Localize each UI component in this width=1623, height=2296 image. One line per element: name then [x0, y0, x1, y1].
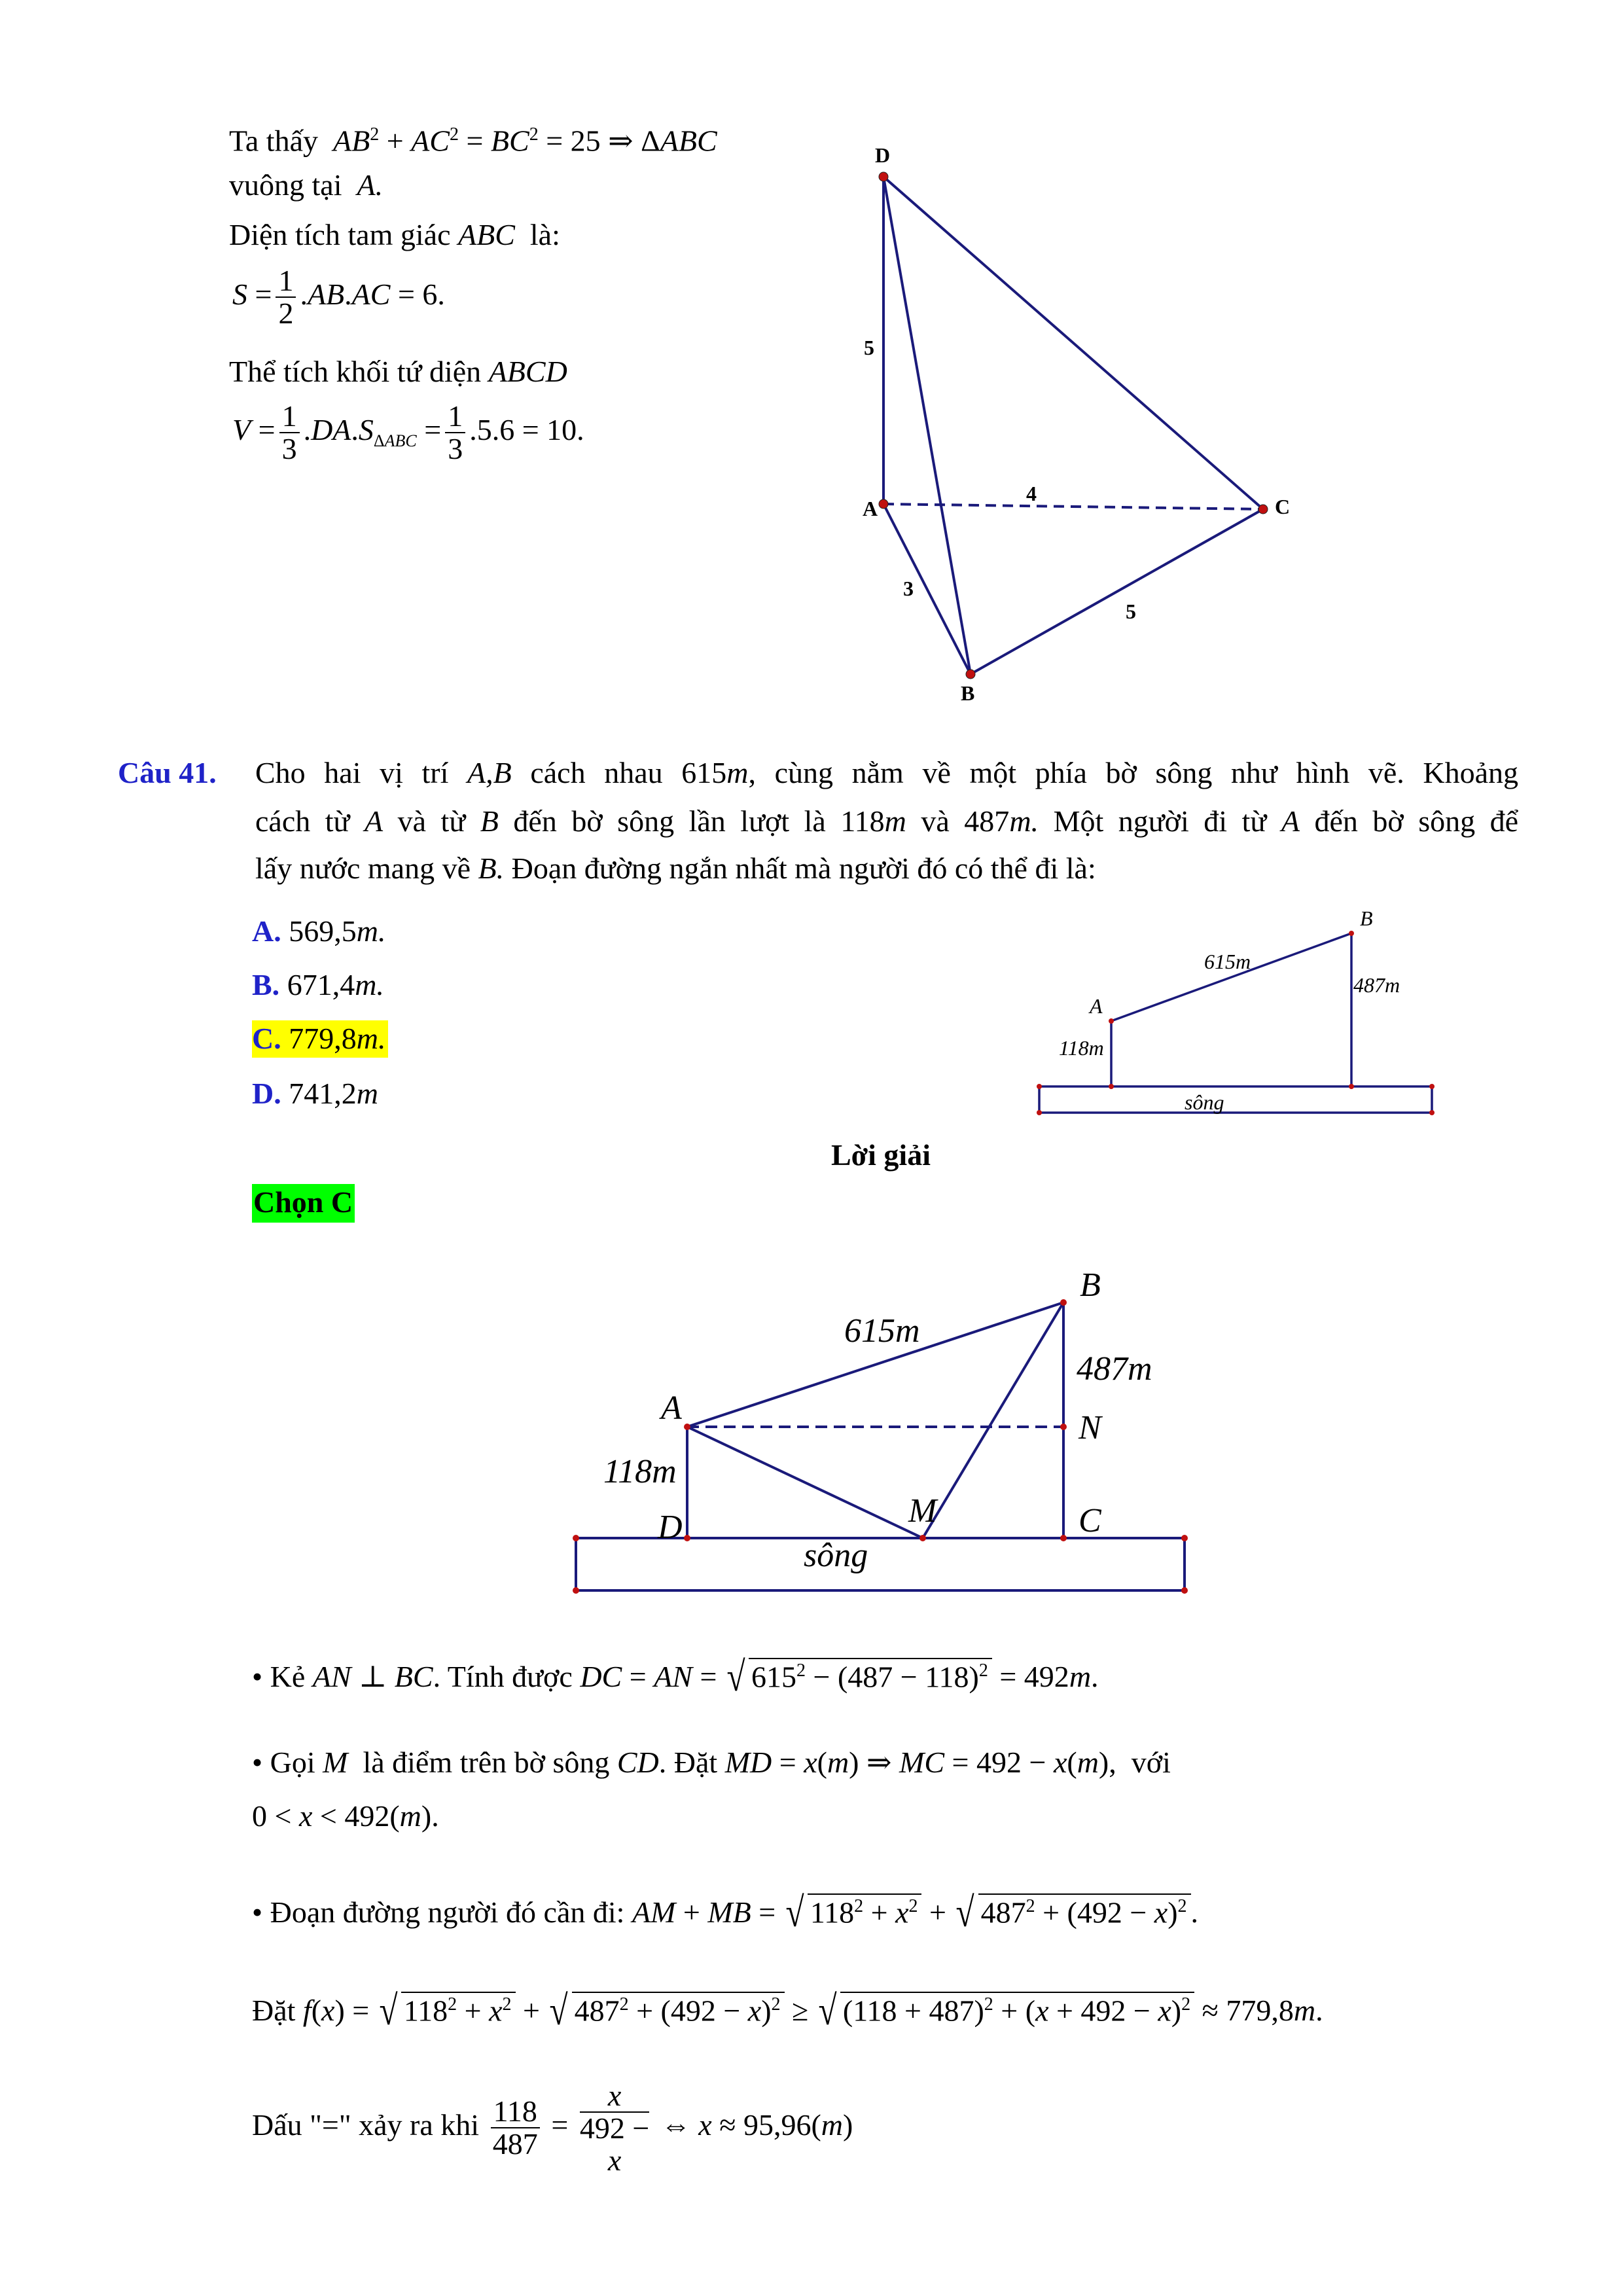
- step-2: • Gọi M là điểm trên bờ sông CD. Đặt MD = x(m) ⇒ MC = 492 − x(m), với: [252, 1746, 1171, 1779]
- label-N: N: [1079, 1409, 1101, 1446]
- label-C: C: [1079, 1502, 1101, 1539]
- intro-line-2: vuông tại A.: [229, 168, 383, 202]
- point-A: [879, 499, 888, 509]
- area-formula: S = $\frac{1}{2}$ .AB.AC = 6.: [232, 264, 445, 331]
- river-figure-small: [1021, 903, 1453, 1119]
- label-B: B: [1360, 906, 1373, 930]
- solution-choice: Chọn C: [252, 1187, 355, 1217]
- segment-MB: [923, 1302, 1063, 1538]
- point-D: [879, 172, 888, 181]
- label-A: A: [661, 1390, 682, 1427]
- len-A: 118m: [603, 1453, 677, 1490]
- label-A: A: [1090, 994, 1103, 1018]
- solution-title: Lời giải: [831, 1138, 931, 1172]
- edge-AB: [883, 504, 971, 674]
- intro-prefix: Ta thấy: [229, 124, 319, 158]
- option-c[interactable]: C. 779,8m.: [252, 1024, 388, 1054]
- question-number: Câu 41.: [118, 756, 217, 789]
- label-B: B: [1080, 1266, 1101, 1304]
- question-line-3: lấy nước mang về B. Đoạn đường ngắn nhất mà người đó có thể đi là:: [255, 852, 1096, 885]
- river-label: sông: [804, 1537, 868, 1574]
- label-D: D: [875, 143, 891, 167]
- segment-AB: [1111, 933, 1351, 1021]
- len-AC: 4: [1026, 482, 1037, 505]
- len-AB: 3: [903, 577, 914, 600]
- step-2-range: 0 < x < 492(m).: [252, 1799, 439, 1833]
- question-line-1: Cho hai vị trí A,B cách nhau 615m, cùng nằm về một phía bờ sông như hình vẽ. Khoảng: [255, 756, 1519, 789]
- segment-AM: [687, 1427, 923, 1538]
- river-label: sông: [1185, 1090, 1224, 1114]
- step-5: Dấu "=" xảy ra khi $\frac{118}{487}$ = x 492 − x ⇔ x ≈ 95,96(m): [252, 2079, 853, 2177]
- label-M: M: [908, 1492, 937, 1530]
- option-b[interactable]: B. 671,4m.: [252, 968, 384, 1001]
- label-A: A: [863, 497, 878, 520]
- river-figure-solution: [563, 1263, 1217, 1604]
- edge-DC: [883, 177, 1263, 509]
- intro-line-1: Ta thấy $AB^2 + AC^2 = BC^2 = 25$ ⇒ ΔABC: [229, 124, 717, 158]
- len-AB: 615m: [1204, 950, 1251, 973]
- intro-line-3: Diện tích tam giác ABC là:: [229, 218, 560, 251]
- question-line-2: cách từ A và từ B đến bờ sông lần lượt là 118m và 487m. Một người đi từ A đến bờ sông để: [255, 804, 1519, 838]
- point-B: [966, 670, 975, 679]
- volume-formula: V = $\frac{1}{3}$ $.DA.S_{\Delta ABC}$ = $\frac{1}{3}$ .5.6 = 10.: [232, 399, 584, 466]
- edge-BC: [971, 509, 1263, 674]
- len-B: 487m: [1353, 973, 1400, 997]
- option-a[interactable]: A. 569,5m.: [252, 914, 386, 948]
- intro-line-5: Thể tích khối tứ diện ABCD: [229, 355, 567, 388]
- len-B: 487m: [1077, 1350, 1152, 1388]
- label-B: B: [961, 681, 975, 705]
- len-DA: 5: [864, 336, 874, 359]
- label-C: C: [1275, 495, 1291, 518]
- step-1: • Kẻ AN ⊥ BC. Tính được DC = AN = √ $615^2 - (487 - 118)^2 = 492m$.: [252, 1653, 1099, 1700]
- label-D: D: [658, 1509, 683, 1546]
- len-AB: 615m: [844, 1312, 920, 1350]
- river-rect: [576, 1538, 1185, 1590]
- option-d[interactable]: D. 741,2m: [252, 1077, 378, 1110]
- edge-DB: [883, 177, 971, 674]
- tetrahedron-figure: [818, 131, 1329, 707]
- len-A: 118m: [1059, 1036, 1104, 1060]
- step-4: Đặt f(x) = √ $118^2 + x^2$ + √ $487^2 + (492 - x)^2$ ≥ √ $(118 + 487)^2 + (x + 492 - x)^2 \approx 779,8m$.: [252, 1987, 1323, 2034]
- len-BC: 5: [1126, 600, 1136, 623]
- step-3: • Đoạn đường người đó cần đi: AM + MB = √ $118^2 + x^2$ + √ $487^2 + (492 - x)^2$ .: [252, 1889, 1199, 1935]
- point-C: [1258, 505, 1268, 514]
- river-rect: [1039, 1086, 1432, 1113]
